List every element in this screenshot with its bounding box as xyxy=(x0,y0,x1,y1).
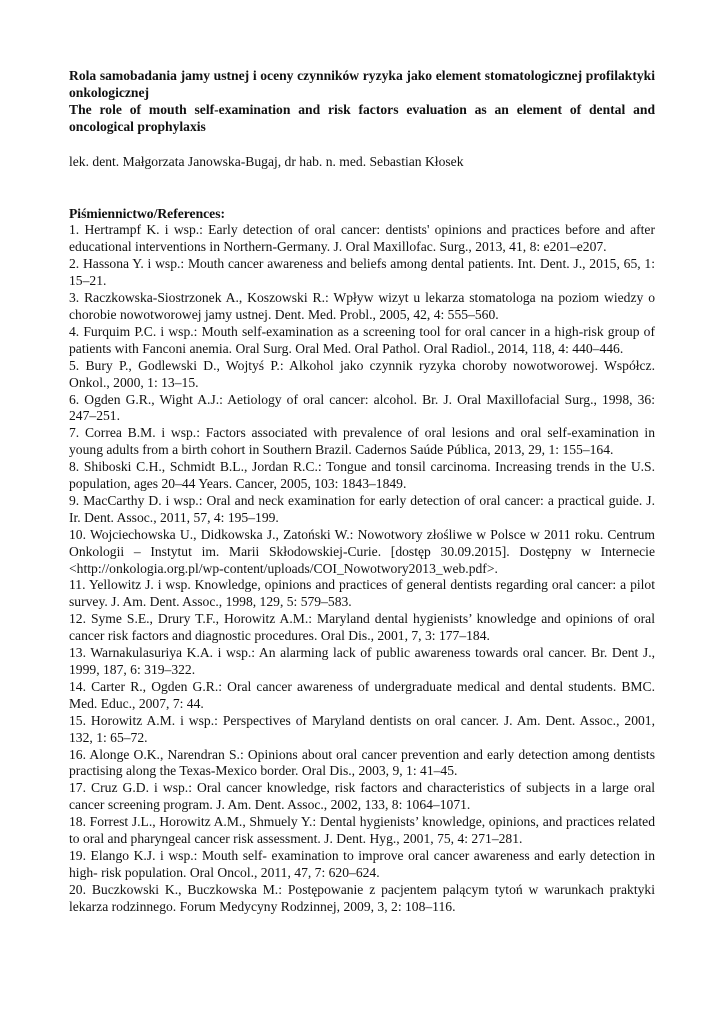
title-english: The role of mouth self-examination and risk factors evaluation as an element of dental and oncological prophylaxis xyxy=(69,101,655,134)
reference-item: 16. Alonge O.K., Narendran S.: Opinions about oral cancer prevention and early detection among dentists practising along the Texas-Mexico border. Oral Dis., 2003, 9, 1: 41–45. xyxy=(69,746,655,779)
reference-item: 13. Warnakulasuriya K.A. i wsp.: An alarming lack of public awareness towards oral cancer. Br. Dent J., 1999, 187, 6: 319–322. xyxy=(69,645,655,677)
reference-item: 8. Shiboski C.H., Schmidt B.L., Jordan R.C.: Tongue and tonsil carcinoma. Increasing trends in the U.S. population, ages 20–44 Years. Cancer, 2005, 103: 1843–1849. xyxy=(69,459,655,492)
reference-item: 3. Raczkowska-Siostrzonek A., Koszowski R.: Wpływ wizyt u lekarza stomatologa na poziom wiedzy o chorobie nowotworowej jamy ustnej. Dent. Med. Probl., 2005, 42, 4: 555–560. xyxy=(69,290,655,322)
reference-item: 17. Cruz G.D. i wsp.: Oral cancer knowledge, risk factors and characteristics of subjects in a large oral cancer screening program. J. Am. Dent. Assoc., 2002, 133, 8: 1064–1071. xyxy=(69,780,655,813)
reference-item: 6. Ogden G.R., Wight A.J.: Aetiology of oral cancer: alcohol. Br. J. Oral Maxillofacial Surg., 1998, 36: 247–251. xyxy=(69,391,655,424)
reference-item: 2. Hassona Y. i wsp.: Mouth cancer awareness and beliefs among dental patients. Int. Dent. J., 2015, 65, 1: 15–21. xyxy=(69,256,655,289)
reference-item: 7. Correa B.M. i wsp.: Factors associated with prevalence of oral lesions and oral self-examination in young adults from a birth cohort in Southern Brazil. Cadernos Saúde Pública, 2013, 29, 1: 155–164. xyxy=(69,425,655,458)
reference-item: 11. Yellowitz J. i wsp. Knowledge, opinions and practices of general dentists regarding oral cancer: a pilot survey. J. Am. Dent. Assoc., 1998, 129, 5: 579–583. xyxy=(69,577,655,610)
reference-item: 15. Horowitz A.M. i wsp.: Perspectives of Maryland dentists on oral cancer. J. Am. Dent. Assoc., 2001, 132, 1: 65–72. xyxy=(69,712,655,745)
authors: lek. dent. Małgorzata Janowska-Bugaj, dr hab. n. med. Sebastian Kłosek xyxy=(69,153,464,169)
reference-item: 5. Bury P., Godlewski D., Wojtyś P.: Alkohol jako czynnik ryzyka choroby nowotworowej. Współcz. Onkol., 2000, 1: 13–15. xyxy=(69,357,655,390)
reference-item: 14. Carter R., Ogden G.R.: Oral cancer awareness of undergraduate medical and dental students. BMC. Med. Educ., 2007, 7: 44. xyxy=(69,678,655,711)
reference-item: 12. Syme S.E., Drury T.F., Horowitz A.M.: Maryland dental hygienists’ knowledge and opinions of oral cancer risk factors and diagnostic procedures. Oral Dis., 2001, 7, 3: 177–184. xyxy=(69,611,655,644)
reference-item: 1. Hertrampf K. i wsp.: Early detection of oral cancer: dentists' opinions and practices before and after educational interventions in Northern-Germany. J. Oral Maxillofac. Surg., 2013, 41, 8: e201–e207. xyxy=(69,222,655,255)
reference-item: 19. Elango K.J. i wsp.: Mouth self- examination to improve oral cancer awareness and early detection in high- risk population. Oral Oncol., 2011, 47, 7: 620–624. xyxy=(69,847,655,880)
references-list xyxy=(69,222,655,915)
reference-item: 4. Furquim P.C. i wsp.: Mouth self-examination as a screening tool for oral cancer in a high-risk group of patients with Fanconi anemia. Oral Surg. Oral Med. Oral Pathol. Oral Radiol., 2014, 118, 4: 440–446. xyxy=(69,323,655,356)
reference-item: 20. Buczkowski K., Buczkowska M.: Postępowanie z pacjentem palącym tytoń w warunkach praktyki lekarza rodzinnego. Forum Medycyny Rodzinnej, 2009, 3, 2: 108–116. xyxy=(69,881,655,914)
title-polish: Rola samobadania jamy ustnej i oceny czynników ryzyka jako element stomatologicznej profilaktyki onkologicznej xyxy=(69,68,655,100)
references-heading: Piśmiennictwo/References: xyxy=(69,205,226,221)
reference-item: 9. MacCarthy D. i wsp.: Oral and neck examination for early detection of oral cancer: a practical guide. J. Ir. Dent. Assoc., 2011, 57, 4: 195–199. xyxy=(69,492,655,525)
document-page xyxy=(69,68,655,916)
reference-item: 10. Wojciechowska U., Didkowska J., Zatoński W.: Nowotwory złośliwe w Polsce w 2011 roku. Centrum Onkologii – Instytut im. Marii Skłodowskiej-Curie. [dostęp 30.09.2015]. Dostępny w Internecie <http://onkologia.org.pl/wp-content/uploads/COI_Nowotwory2013_web.pdf>. xyxy=(69,526,655,576)
reference-item: 18. Forrest J.L., Horowitz A.M., Shmuely Y.: Dental hygienists’ knowledge, opinions, and practices related to oral and pharyngeal cancer risk assessment. J. Dent. Hyg., 2001, 75, 4: 271–281. xyxy=(69,814,655,847)
